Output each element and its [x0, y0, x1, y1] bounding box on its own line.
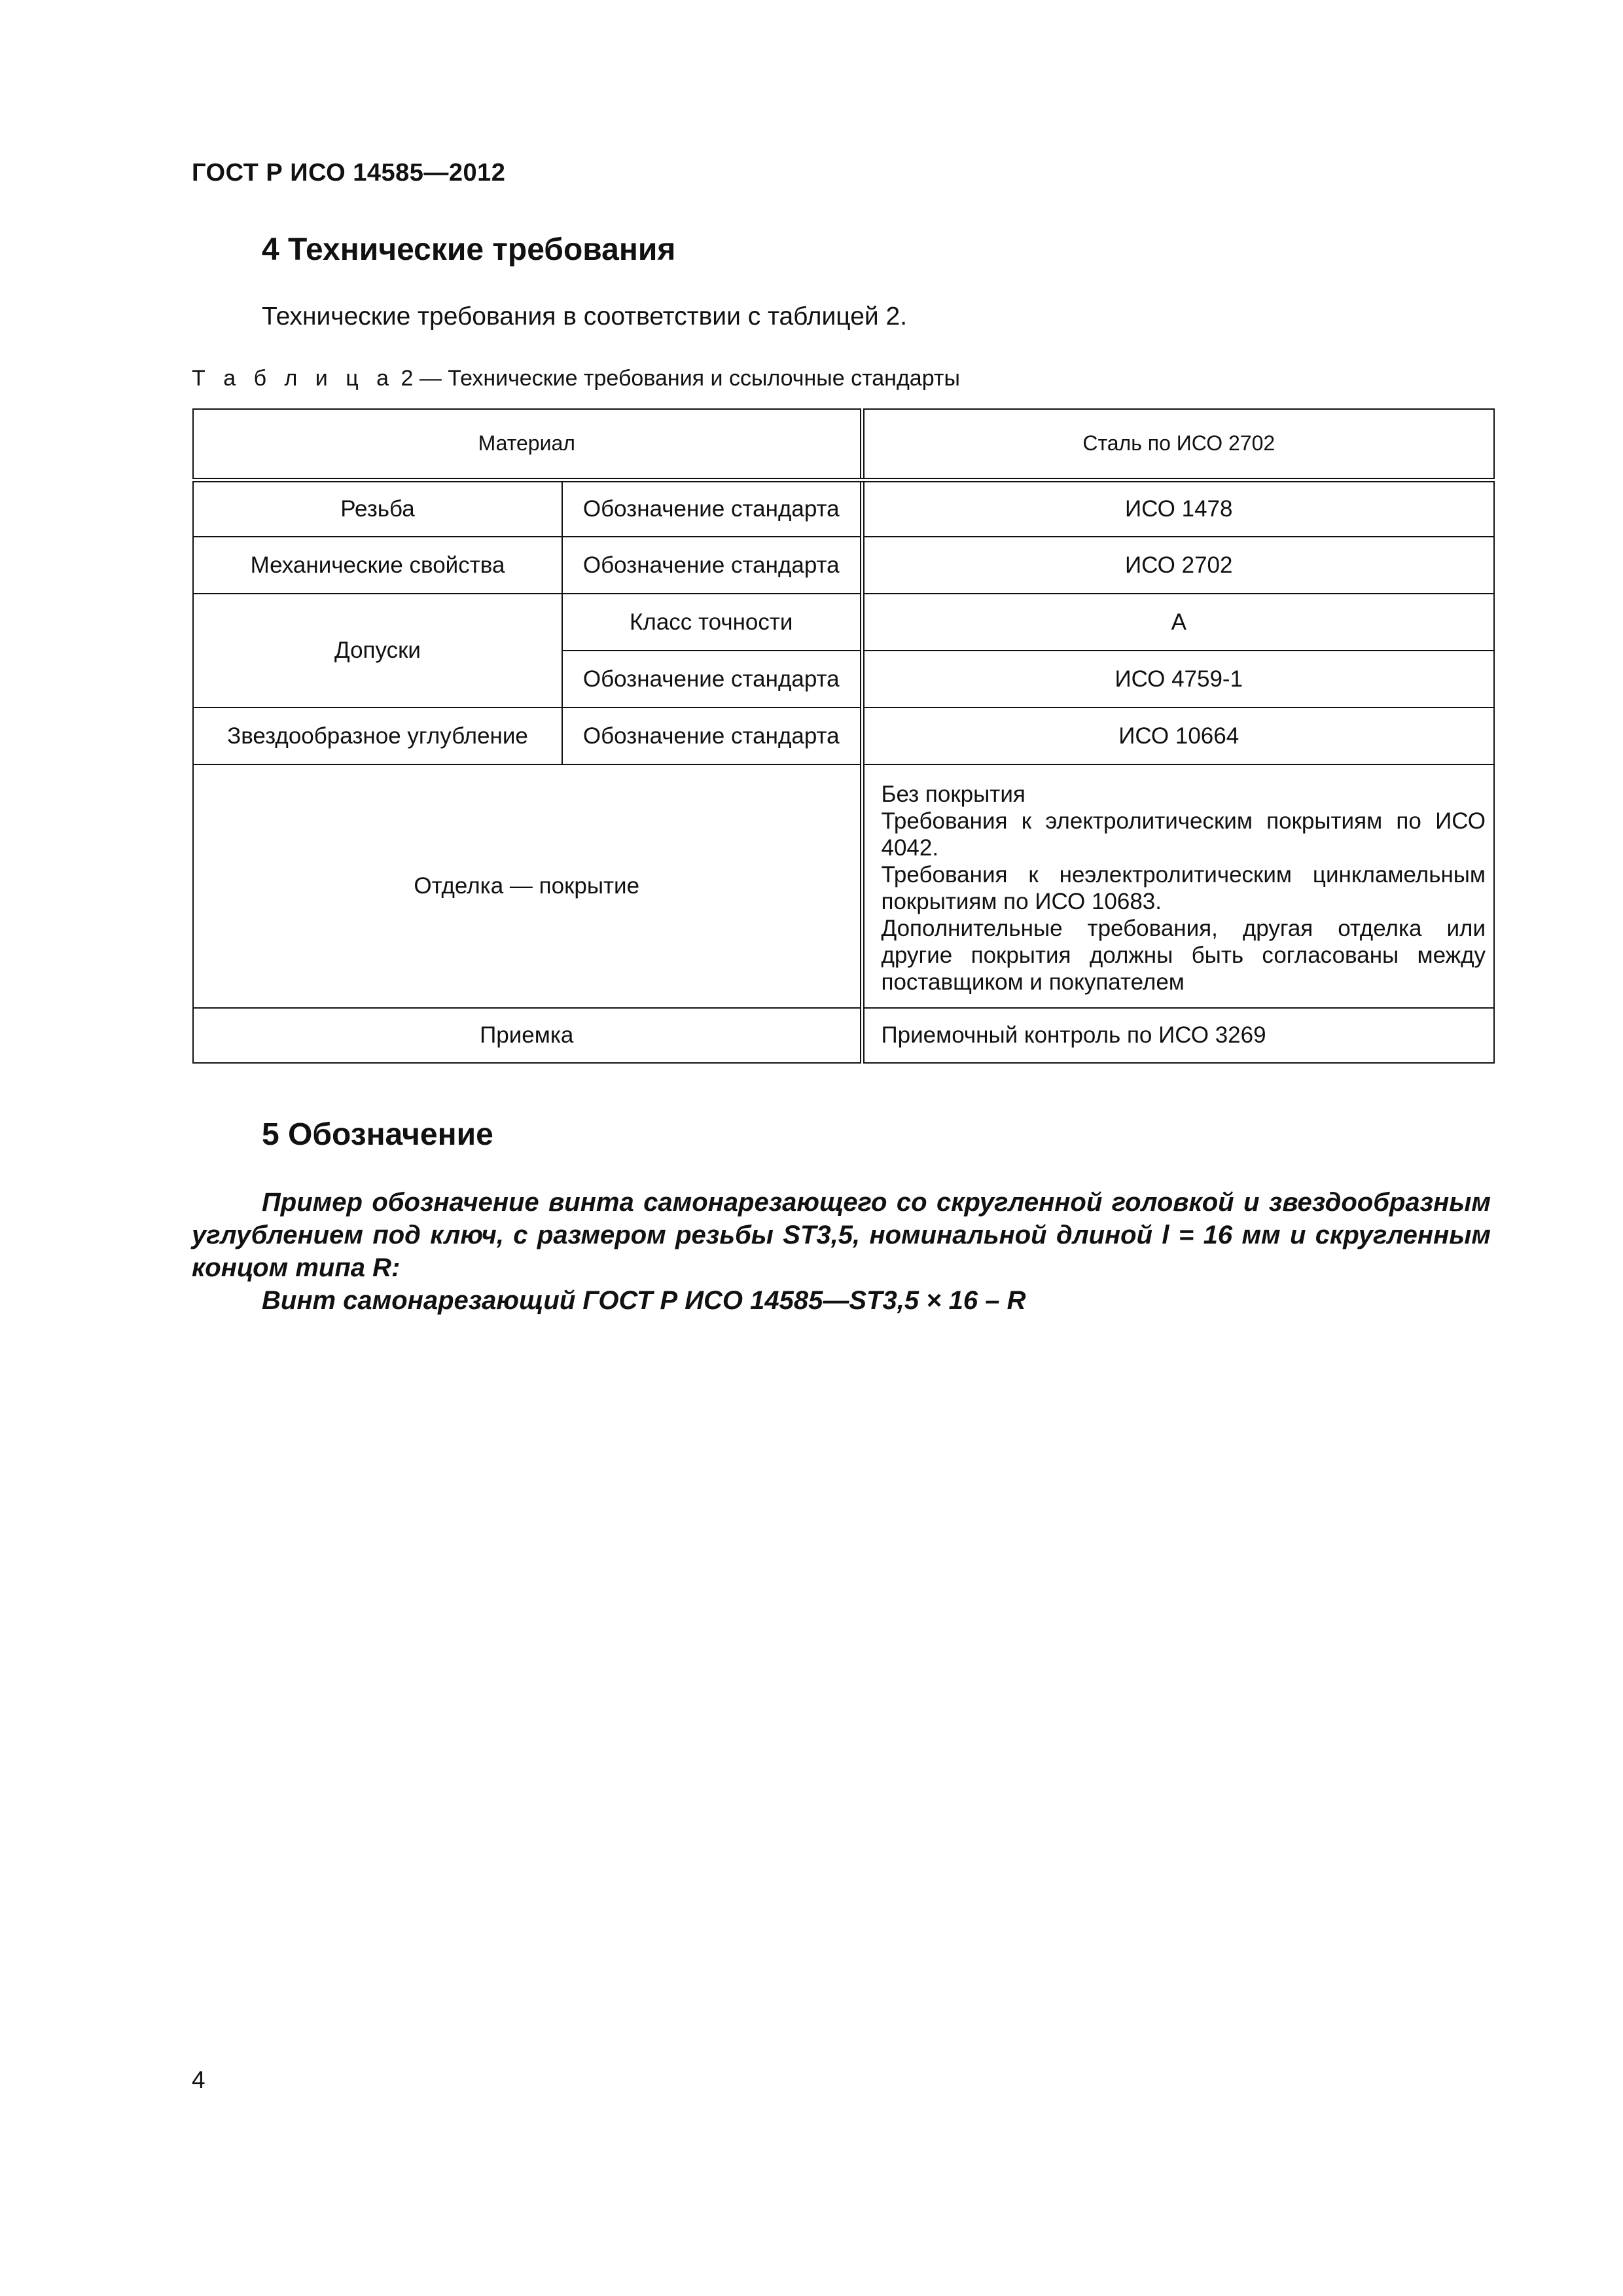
table-caption	[192, 366, 960, 391]
table-row	[193, 480, 1494, 537]
requirements-table	[192, 408, 1495, 1064]
row-value: ИСО 1478	[862, 480, 1494, 537]
row-group: Допуски	[193, 594, 562, 708]
finish-line: Требования к электролитическим покрытиям по ИСО 4042.	[881, 808, 1486, 861]
finish-requirements	[862, 764, 1494, 1008]
acceptance-value: Приемочный контроль по ИСО 3269	[862, 1008, 1494, 1063]
row-attr: Класс точности	[562, 594, 862, 651]
row-attr: Обозначение стандарта	[562, 480, 862, 537]
row-value: ИСО 10664	[862, 708, 1494, 764]
acceptance-row	[193, 1008, 1494, 1063]
header-material: Материал	[193, 409, 862, 480]
table-row	[193, 594, 1494, 651]
document-header: ГОСТ Р ИСО 14585—2012	[192, 159, 506, 187]
row-group: Звездообразное углубление	[193, 708, 562, 764]
row-value: ИСО 4759-1	[862, 651, 1494, 708]
row-attr: Обозначение стандарта	[562, 708, 862, 764]
row-value: ИСО 2702	[862, 537, 1494, 594]
example-text: Пример обозначение винта самонарезающего со скругленной головкой и звездообразным углублением под ключ, с размером резьбы ST3,5, номинальной длиной l = 16 мм и скругленным концом типа R:	[192, 1188, 1491, 1282]
table-row	[193, 537, 1494, 594]
row-attr: Обозначение стандарта	[562, 651, 862, 708]
designation-text: Винт самонарезающий ГОСТ Р ИСО 14585—ST3,5 × 16 – R	[262, 1286, 1026, 1315]
row-value: A	[862, 594, 1494, 651]
table-header-row	[193, 409, 1494, 480]
finish-line: Дополнительные требования, другая отделка или другие покрытия должны быть согласованы между поставщиком и покупателем	[881, 916, 1486, 995]
section-5-title: 5 Обозначение	[262, 1117, 493, 1152]
page-number: 4	[192, 2066, 205, 2093]
designation-example	[192, 1186, 1491, 1317]
table-caption-text: 2 — Технические требования и ссылочные стандарты	[395, 366, 960, 391]
finish-line: Без покрытия	[881, 781, 1026, 807]
finish-line: Требования к неэлектролитическим цинкламельным покрытиям по ИСО 10683.	[881, 862, 1486, 914]
acceptance-label: Приемка	[193, 1008, 862, 1063]
header-steel: Сталь по ИСО 2702	[862, 409, 1494, 480]
section-4-intro: Технические требования в соответствии с таблицей 2.	[262, 302, 908, 331]
row-attr: Обозначение стандарта	[562, 537, 862, 594]
row-group: Механические свойства	[193, 537, 562, 594]
finish-row	[193, 764, 1494, 1008]
table-row	[193, 708, 1494, 764]
table-caption-label: Т а б л и ц а	[192, 366, 395, 391]
finish-label: Отделка — покрытие	[193, 764, 862, 1008]
section-4-title: 4 Технические требования	[262, 232, 676, 267]
row-group: Резьба	[193, 480, 562, 537]
